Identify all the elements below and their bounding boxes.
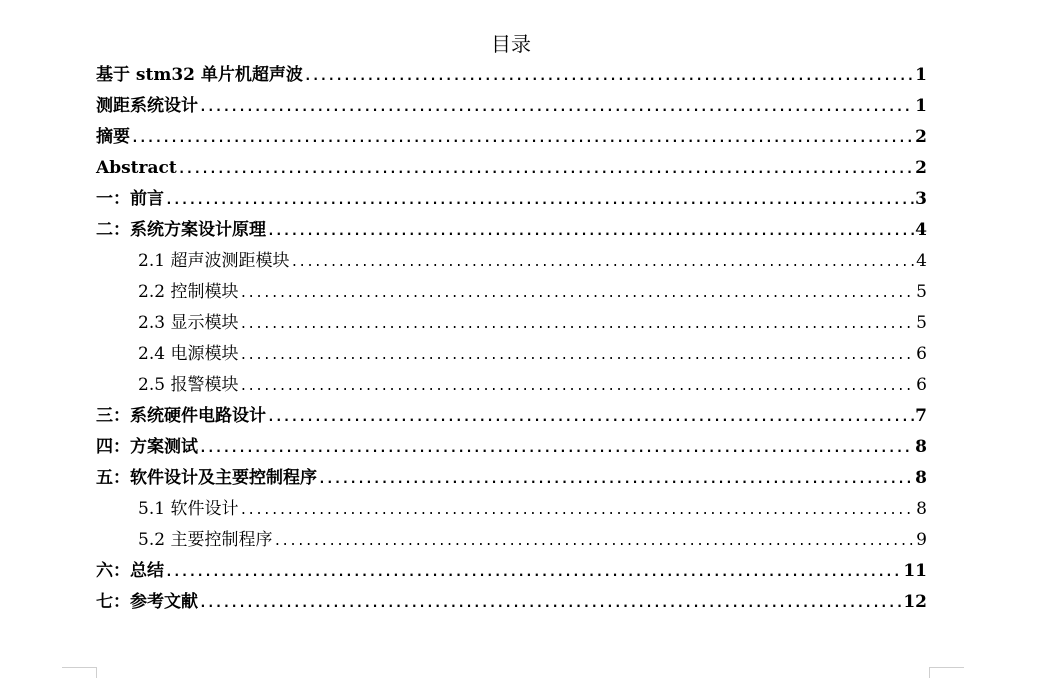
toc-entry-text: 测距系统设计: [96, 96, 198, 116]
toc-dot-leader: [290, 247, 915, 278]
toc-entry[interactable]: [96, 339, 927, 370]
toc-dot-leader: [131, 123, 914, 154]
toc-entry-text: 5.1 软件设计: [138, 499, 239, 519]
toc-entry[interactable]: [96, 153, 927, 184]
toc-entry-text: Abstract: [96, 158, 177, 178]
toc-entry[interactable]: [96, 91, 927, 122]
toc-entry-text: 2.5 报警模块: [138, 375, 239, 395]
toc-entry-text: 2.2 控制模块: [138, 282, 239, 302]
toc-entry[interactable]: [96, 463, 927, 494]
toc-page-number: 6: [916, 344, 927, 364]
toc-page-number: 2: [915, 158, 927, 178]
toc-entry[interactable]: [96, 587, 927, 618]
toc-entry[interactable]: [96, 432, 927, 463]
toc-dot-leader: [239, 309, 915, 340]
toc-dot-leader: [239, 371, 915, 402]
toc-entry-text: 七：参考文献: [96, 592, 198, 612]
toc-entry-text: 四：方案测试: [96, 437, 198, 457]
toc-entry-text: 摘要: [96, 127, 130, 147]
crop-mark: [929, 667, 964, 678]
toc-page-number: 4: [915, 220, 927, 240]
toc-page-number: 1: [915, 65, 927, 85]
toc-dot-leader: [199, 92, 914, 123]
toc-entry-text: 2.1 超声波测距模块: [138, 251, 290, 271]
toc-dot-leader: [199, 588, 902, 619]
toc-page-number: 4: [916, 251, 927, 271]
toc-entry-text: 5.2 主要控制程序: [138, 530, 273, 550]
toc-page-number: 8: [915, 437, 927, 457]
toc-page-number: 9: [916, 530, 927, 550]
toc-dot-leader: [199, 433, 914, 464]
toc-list: [96, 60, 927, 618]
toc-page-number: 11: [903, 561, 927, 581]
toc-dot-leader: [239, 495, 915, 526]
toc-page-number: 2: [915, 127, 927, 147]
toc-entry[interactable]: [96, 277, 927, 308]
toc-page-number: 7: [915, 406, 927, 426]
toc-entry-text: 二：系统方案设计原理: [96, 220, 266, 240]
toc-entry[interactable]: [96, 556, 927, 587]
toc-entry[interactable]: [96, 494, 927, 525]
toc-entry-text: 2.4 电源模块: [138, 344, 239, 364]
toc-page-number: 12: [903, 592, 927, 612]
toc-entry[interactable]: [96, 122, 927, 153]
toc-page-number: 5: [916, 313, 927, 333]
toc-entry-text: 2.3 显示模块: [138, 313, 239, 333]
toc-page-number: 5: [916, 282, 927, 302]
toc-page-number: 8: [915, 468, 927, 488]
toc-title: 目录: [491, 32, 531, 56]
toc-dot-leader: [267, 402, 914, 433]
toc-entry[interactable]: [96, 308, 927, 339]
toc-dot-leader: [273, 526, 915, 557]
toc-entry[interactable]: [96, 215, 927, 246]
toc-entry-text: 三：系统硬件电路设计: [96, 406, 266, 426]
toc-entry-text: 五：软件设计及主要控制程序: [96, 468, 317, 488]
toc-dot-leader: [318, 464, 914, 495]
toc-entry[interactable]: [96, 60, 927, 91]
toc-dot-leader: [178, 154, 914, 185]
toc-entry[interactable]: [96, 401, 927, 432]
toc-page-number: 6: [916, 375, 927, 395]
toc-dot-leader: [239, 340, 915, 371]
toc-entry-text: 基于 stm32 单片机超声波: [96, 65, 303, 85]
toc-dot-leader: [267, 216, 914, 247]
toc-entry[interactable]: [96, 246, 927, 277]
toc-page-number: 3: [915, 189, 927, 209]
toc-dot-leader: [304, 61, 914, 92]
crop-mark: [62, 667, 97, 678]
toc-page-number: 8: [916, 499, 927, 519]
toc-dot-leader: [239, 278, 915, 309]
toc-entry-text: 六：总结: [96, 561, 164, 581]
toc-entry[interactable]: [96, 525, 927, 556]
toc-entry-text: 一：前言: [96, 189, 164, 209]
toc-entry[interactable]: [96, 370, 927, 401]
toc-dot-leader: [165, 557, 902, 588]
toc-entry[interactable]: [96, 184, 927, 215]
toc-dot-leader: [165, 185, 914, 216]
toc-page-number: 1: [915, 96, 927, 116]
